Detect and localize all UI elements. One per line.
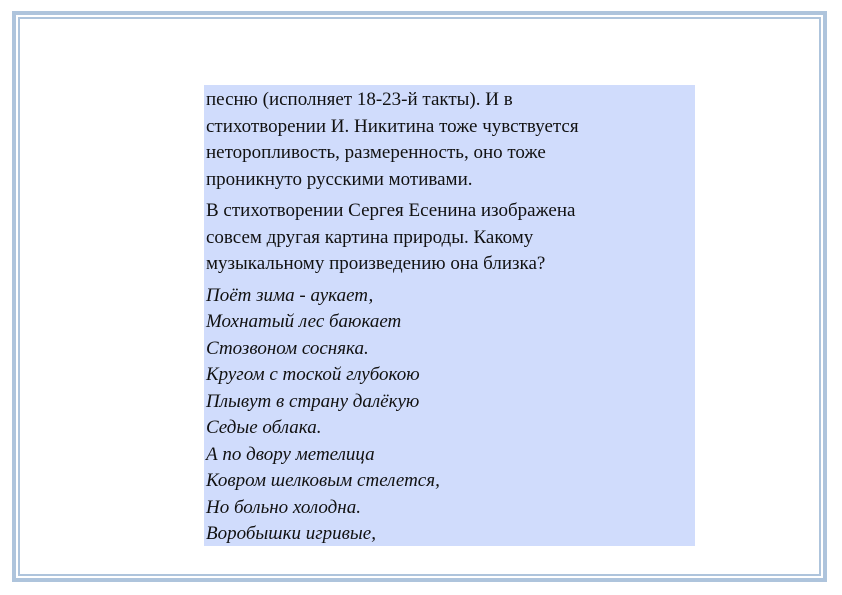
paragraph-question — [206, 198, 693, 278]
poem-line: Седые облака. — [206, 417, 322, 438]
poem-line: Плывут в страну далёкую — [206, 390, 420, 412]
poem-line: Стозвоном сосняка. — [206, 337, 369, 359]
poem-line: Поёт зима - аукает, — [206, 284, 374, 306]
poem-line: Мохнатый лес баюкает — [206, 311, 402, 332]
poem-line: А по двору метелица — [206, 443, 375, 465]
text-line: неторопливость, размеренность, оно тоже — [206, 142, 546, 163]
poem-line: Кругом с тоской глубокою — [206, 364, 420, 385]
text-line: В стихотворении Сергея Есенина изображена — [206, 200, 576, 221]
poem-line: Ковром шелковым стелется, — [206, 470, 440, 491]
poem-line: Но больно холодна. — [206, 496, 361, 518]
text-line: музыкальному произведению она близка? — [206, 253, 546, 274]
text-line: проникнуто русскими мотивами. — [206, 168, 473, 190]
text-line: совсем другая картина природы. Какому — [206, 226, 534, 248]
text-line: стихотворении И. Никитина тоже чувствуется — [206, 115, 579, 137]
text-box — [204, 85, 695, 546]
poem-line: Воробышки игривые, — [206, 523, 376, 544]
text-line: песню (исполняет 18-23-й такты). И в — [206, 89, 513, 110]
poem-excerpt — [206, 283, 693, 548]
paragraph-intro — [206, 87, 693, 193]
